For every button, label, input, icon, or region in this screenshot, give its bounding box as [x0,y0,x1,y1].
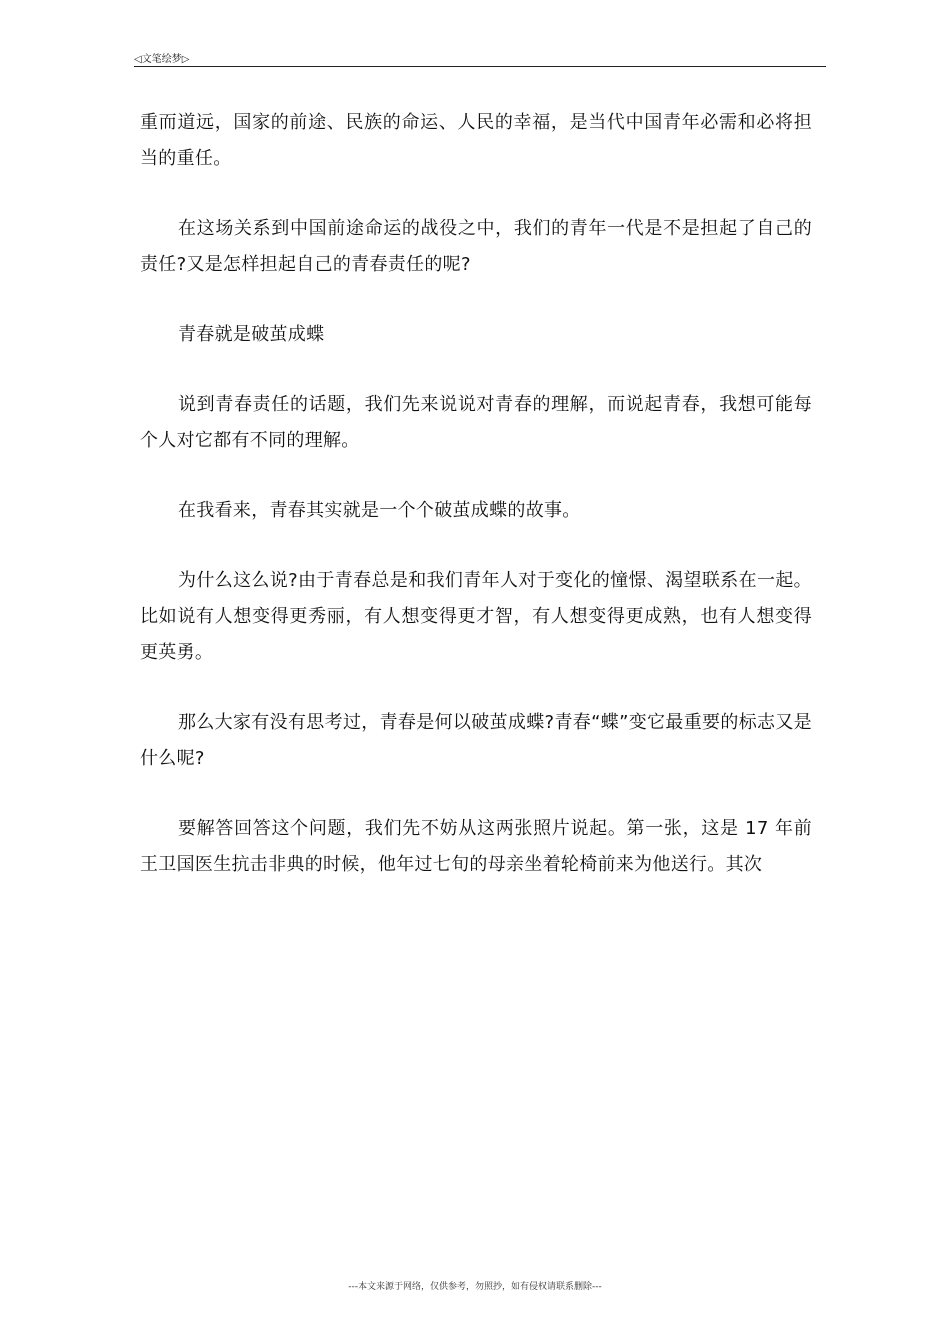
page-footer: ---本文来源于网络，仅供参考，勿照抄，如有侵权请联系删除--- [348,1282,602,1292]
paragraph: 在我看来，青春其实就是一个个破茧成蝶的故事。 [178,500,581,521]
header-label: ◁文笔绘梦▷ [134,54,190,65]
paragraph: 要解答回答这个问题，我们先不妨从这两张照片说起。第一张，这是 17 年前王卫国医生抗击非典的时候，他年过七旬的母亲坐着轮椅前来为他送行。其次 [140,818,812,875]
page-header [134,48,826,67]
paragraph: 为什么这么说?由于青春总是和我们青年人对于变化的憧憬、渴望联系在一起。比如说有人想变得更秀丽，有人想变得更才智，有人想变得更成熟，也有人想变得更英勇。 [140,570,812,663]
document-body [140,105,812,917]
paragraph: 说到青春责任的话题，我们先来说说对青春的理解，而说起青春，我想可能每个人对它都有不同的理解。 [140,394,812,451]
paragraph: 那么大家有没有思考过，青春是何以破茧成蝶?青春“蝶”变它最重要的标志又是什么呢? [140,712,812,769]
paragraph: 在这场关系到中国前途命运的战役之中，我们的青年一代是不是担起了自己的责任?又是怎样担起自己的青春责任的呢? [140,218,812,275]
paragraph: 重而道远，国家的前途、民族的命运、人民的幸福，是当代中国青年必需和必将担当的重任。 [140,112,812,169]
section-heading: 青春就是破茧成蝶 [178,324,325,345]
